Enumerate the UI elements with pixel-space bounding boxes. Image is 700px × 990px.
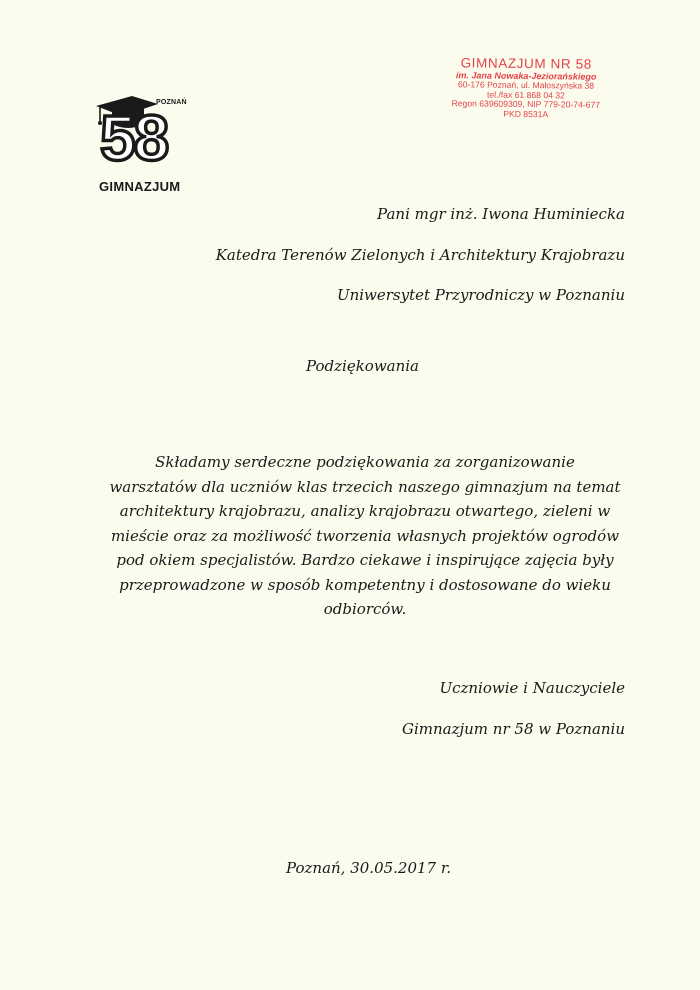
body-line: pod okiem specjalistów. Bardzo ciekawe i inspirujące zajęcia były [116, 551, 614, 569]
letter-subject: Podziękowania [306, 357, 419, 375]
body-line: Składamy serdeczne podziękowania za zorganizowanie [155, 453, 575, 471]
body-line: przeprowadzone w sposób kompetentny i dostosowane do wieku [119, 575, 611, 594]
signature-line-2: Gimnazjum nr 58 w Poznaniu [401, 720, 625, 738]
stamp-phone: tel./fax 61 868 04 32 [486, 89, 565, 101]
school-stamp [440, 55, 613, 120]
stamp-title: GIMNAZJUM NR 58 [460, 55, 592, 72]
body-line: mieście oraz za możliwość tworzenia własnych projektów ogrodów [110, 526, 620, 545]
letter-body [100, 450, 630, 622]
stamp-address: 60-176 Poznań, ul. Małoszyńska 38 [457, 79, 595, 91]
stamp-patron: im. Jana Nowaka-Jeziorańskiego [455, 70, 597, 82]
logo-city: POZNAŃ [156, 99, 187, 106]
signature-line-1: Uczniowie i Nauczyciele [439, 679, 625, 697]
body-line: odbiorców. [323, 600, 407, 618]
recipient-university: Uniwersytet Przyrodniczy w Poznaniu [336, 286, 625, 304]
body-line: warsztatów dla uczniów klas trzecich naszego gimnazjum na temat [109, 477, 621, 496]
logo-name: GIMNAZJUM [99, 179, 181, 194]
school-logo [94, 92, 204, 202]
recipient-department: Katedra Terenów Zielonych i Architektury Krajobrazu [215, 246, 625, 264]
date-place: Poznań, 30.05.2017 r. [286, 859, 452, 877]
logo-number: 58 [100, 102, 168, 174]
body-line: architektury krajobrazu, analizy krajobrazu otwartego, zieleni w [119, 502, 611, 520]
stamp-pkd: PKD 8531A [503, 108, 549, 120]
recipient-name: Pani mgr inż. Iwona Huminiecka [377, 205, 625, 223]
stamp-regon: Regon 639609309, NIP 779-20-74-677 [451, 98, 601, 111]
